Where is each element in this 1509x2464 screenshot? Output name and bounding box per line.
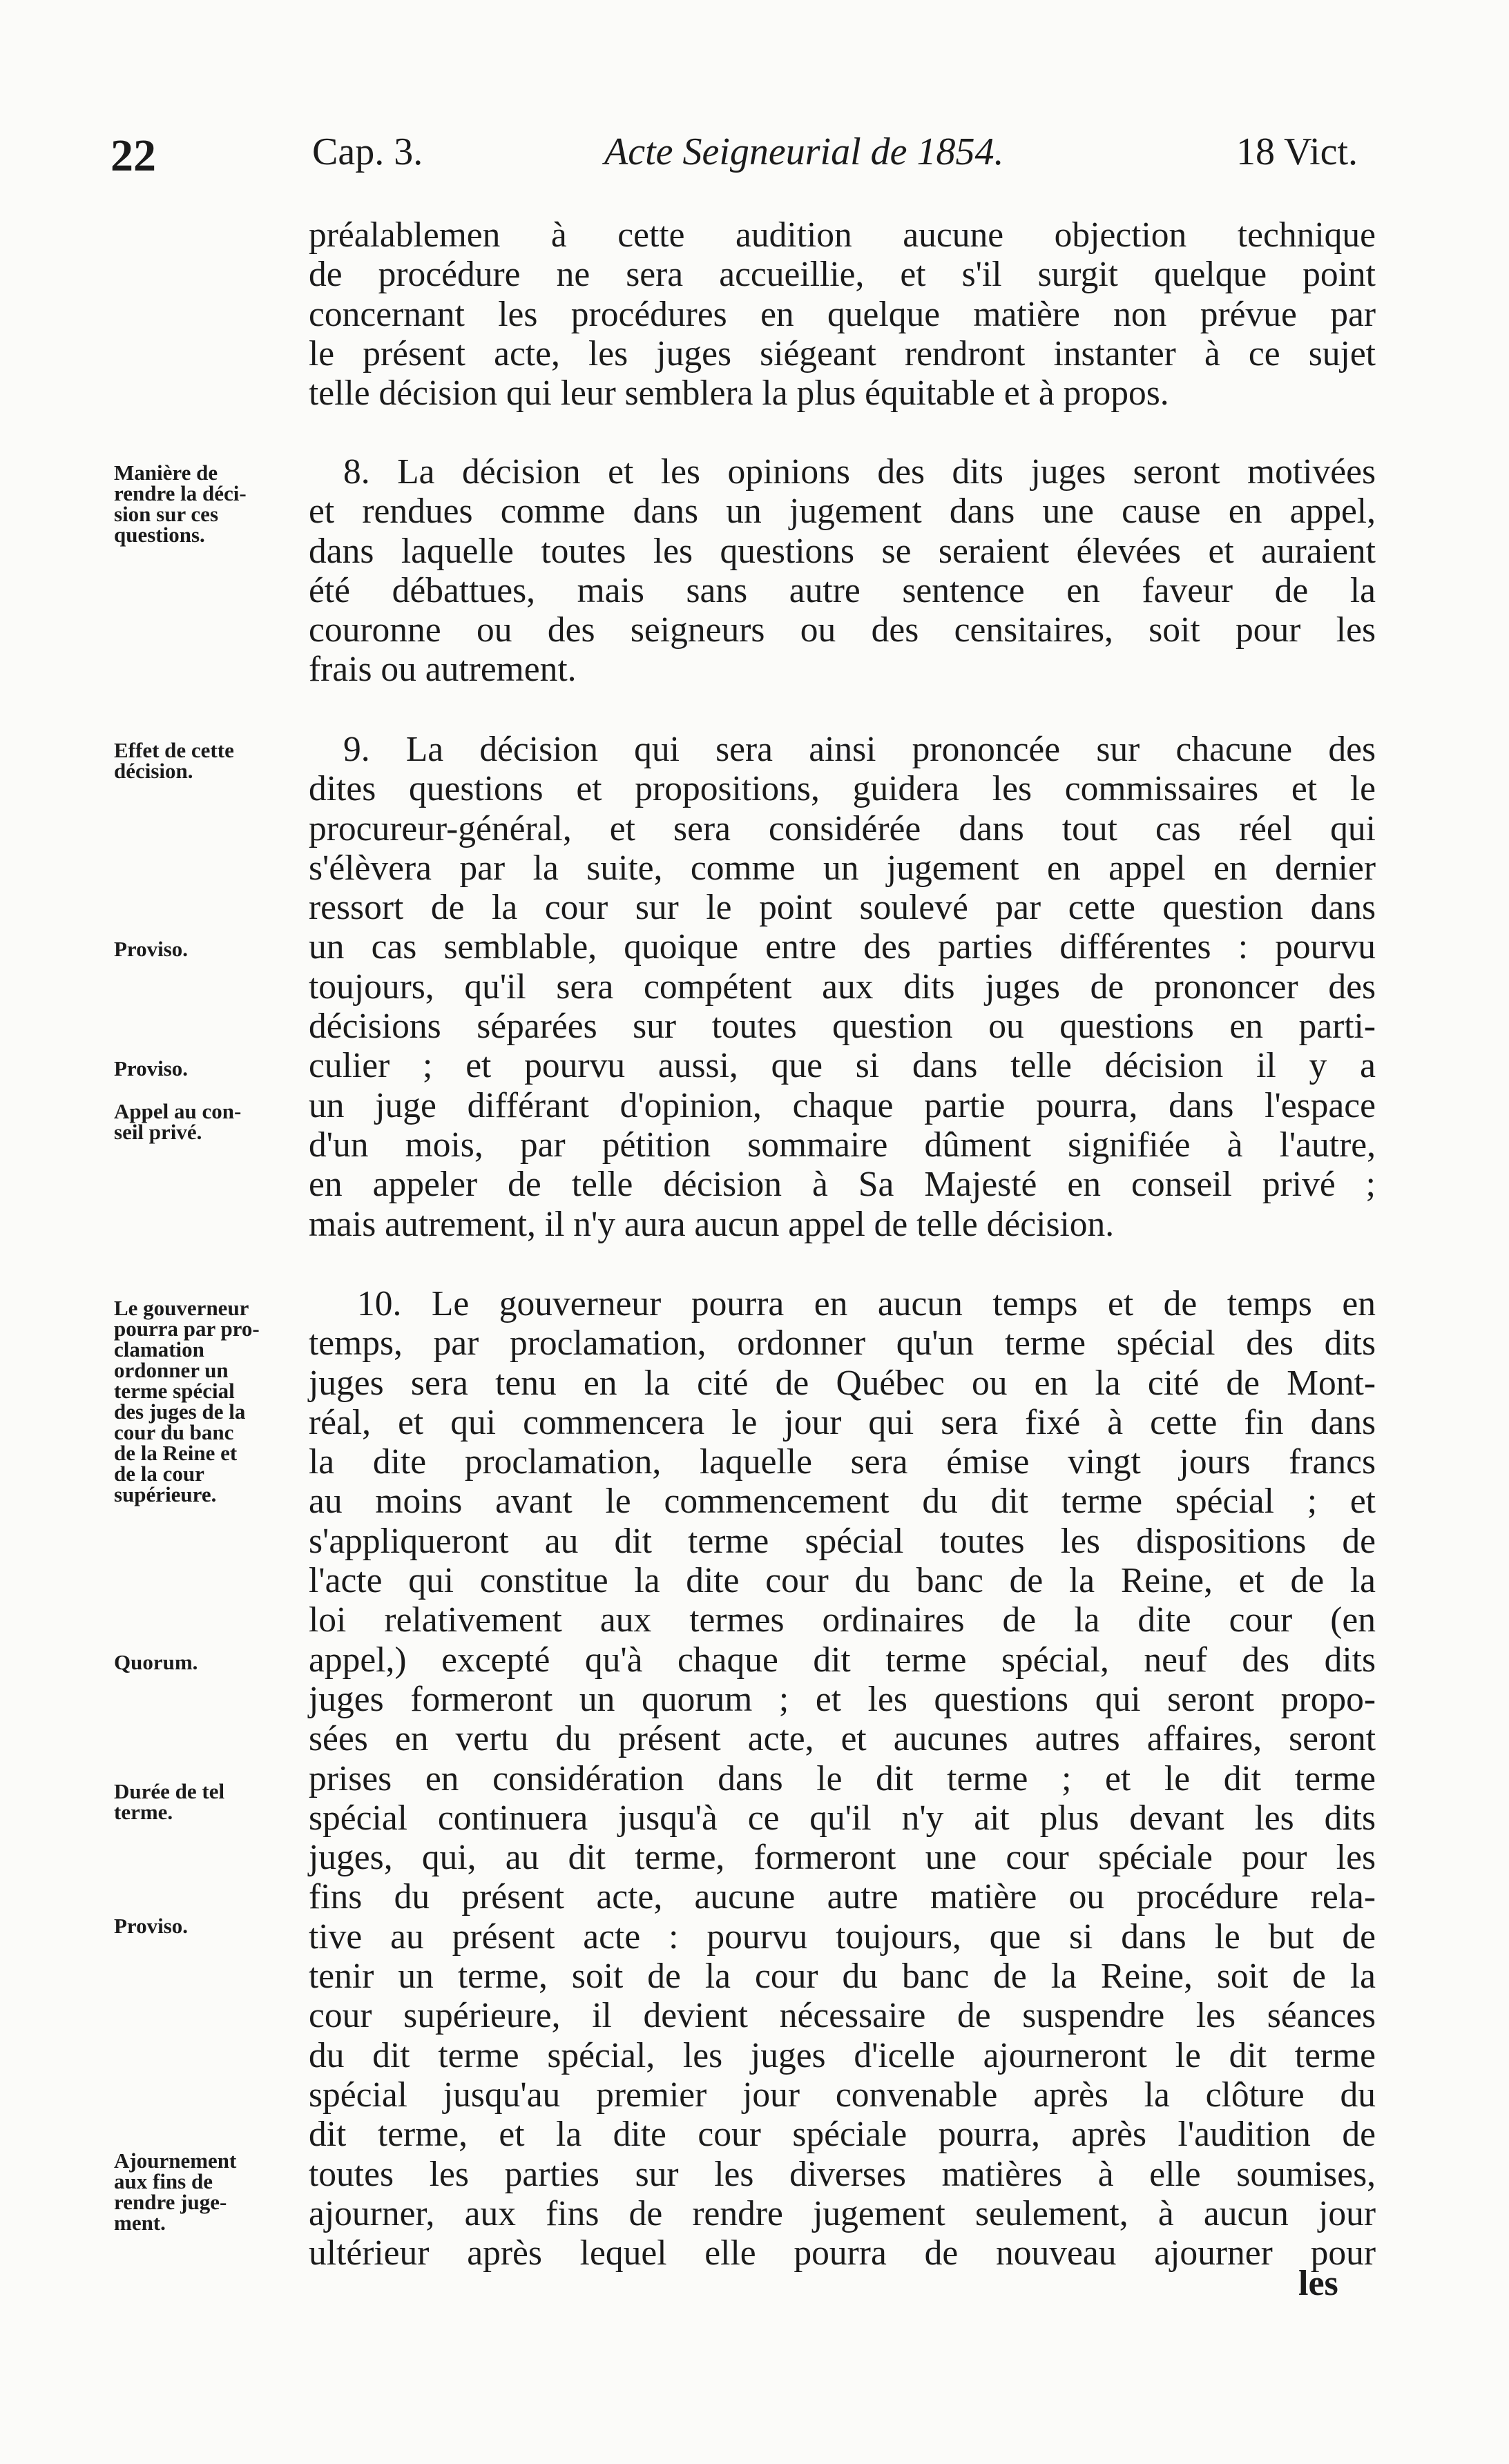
page-number: 22 xyxy=(110,130,156,181)
margin-note-line: ordonner un xyxy=(114,1358,229,1382)
running-header xyxy=(0,130,1509,192)
text-line: juges, qui, au dit terme, formeront une cour spéciale pour les xyxy=(309,1838,1376,1878)
text-line: ressort de la cour sur le point soulevé par cette question dans xyxy=(309,888,1376,928)
text-line: dans laquelle toutes les questions se seraient élevées et auraient xyxy=(309,531,1376,571)
margin-note-line: de la Reine et xyxy=(114,1441,238,1465)
text-line: procureur-général, et sera considérée dans tout cas réel qui xyxy=(309,808,1376,848)
text-line: prises en considération dans le dit terme ; et le dit terme xyxy=(309,1758,1376,1798)
margin-note-line: Le gouverneur xyxy=(114,1296,249,1320)
section-9 xyxy=(309,730,1376,1244)
margin-note-line: seil privé. xyxy=(114,1120,202,1144)
text-line: ajourner, aux fins de rendre jugement seulement, à aucun jour xyxy=(309,2193,1376,2233)
margin-note xyxy=(114,939,287,960)
text-line: la dite proclamation, laquelle sera émise vingt jours francs xyxy=(309,1442,1376,1482)
margin-note xyxy=(114,1101,287,1143)
text-line: tive au présent acte : pourvu toujours, que si dans le but de xyxy=(309,1917,1376,1957)
margin-note-line: aux fins de xyxy=(114,2169,213,2193)
text-line: telle décision qui leur semblera la plus équitable et à propos. xyxy=(309,374,1169,414)
text-line: mais autrement, il n'y aura aucun appel de telle décision. xyxy=(309,1204,1115,1244)
chapter-label: Cap. 3. xyxy=(312,130,423,173)
text-line: d'un mois, par pétition sommaire dûment signifiée à l'autre, xyxy=(309,1125,1376,1165)
text-line: couronne ou des seigneurs ou des censitaires, soit pour les xyxy=(309,610,1376,650)
margin-note-line: Proviso. xyxy=(114,1914,189,1938)
text-line: l'acte qui constitue la dite cour du banc de la Reine, et de la xyxy=(309,1561,1376,1601)
text-line: le présent acte, les juges siégeant rendront instanter à ce sujet xyxy=(309,333,1376,374)
text-line: un juge différant d'opinion, chaque partie pourra, dans l'espace xyxy=(309,1085,1376,1125)
text-line: un cas semblable, quoique entre des parties différentes : pourvu xyxy=(309,927,1376,967)
text-line: appel,) excepté qu'à chaque dit terme spécial, neuf des dits xyxy=(309,1640,1376,1680)
text-line: préalablemen à cette audition aucune objection technique xyxy=(309,215,1376,255)
section-8 xyxy=(309,452,1376,690)
text-line: 9. La décision qui sera ainsi prononcée sur chacune des xyxy=(343,730,1376,769)
margin-note-line: questions. xyxy=(114,523,205,547)
text-line: en appeler de telle décision à Sa Majesté en conseil privé ; xyxy=(309,1165,1376,1205)
catchword: les xyxy=(1298,2264,1338,2303)
margin-note-line: Effet de cette xyxy=(114,738,234,762)
margin-note xyxy=(114,1781,287,1823)
margin-note-line: supérieure. xyxy=(114,1482,217,1506)
margin-note-line: rendre juge- xyxy=(114,2190,227,2214)
text-line: réal, et qui commencera le jour qui sera fixé à cette fin dans xyxy=(309,1402,1376,1442)
margin-note-line: Proviso. xyxy=(114,1056,189,1080)
section-10 xyxy=(309,1284,1376,2273)
margin-note-line: Appel au con- xyxy=(114,1099,242,1123)
text-line: loi relativement aux termes ordinaires de la dite cour (en xyxy=(309,1600,1376,1640)
margin-note-line: pourra par pro- xyxy=(114,1317,260,1341)
margin-note-line: clamation xyxy=(114,1337,204,1361)
margin-note-line: sion sur ces xyxy=(114,502,219,526)
text-line: s'élèvera par la suite, comme un jugement en appel en dernier xyxy=(309,848,1376,888)
margin-note-line: Quorum. xyxy=(114,1650,198,1674)
margin-note-line: terme spécial xyxy=(114,1379,235,1403)
margin-note xyxy=(114,460,287,547)
margin-note-line: cour du banc xyxy=(114,1420,234,1444)
text-line: et rendues comme dans un jugement dans une cause en appel, xyxy=(309,492,1376,532)
text-line: temps, par proclamation, ordonner qu'un terme spécial des dits xyxy=(309,1323,1376,1364)
text-line: juges formeront un quorum ; et les questions qui seront propo- xyxy=(309,1679,1376,1719)
margin-note-line: décision. xyxy=(114,759,193,783)
text-line: frais ou autrement. xyxy=(309,650,577,690)
margin-note-line: ment. xyxy=(114,2211,166,2235)
text-line: juges sera tenu en la cité de Québec ou en la cité de Mont- xyxy=(309,1363,1376,1403)
text-line: spécial jusqu'au premier jour convenable après la clôture du xyxy=(309,2075,1376,2115)
text-line: 8. La décision et les opinions des dits juges seront motivées xyxy=(343,452,1376,492)
text-line: dites questions et propositions, guidera les commissaires et le xyxy=(309,769,1376,809)
text-line: sées en vertu du présent acte, et aucunes autres affaires, seront xyxy=(309,1719,1376,1759)
text-line: au moins avant le commencement du dit terme spécial ; et xyxy=(309,1482,1376,1522)
margin-note xyxy=(114,1652,287,1673)
text-line: ultérieur après lequel elle pourra de nouveau ajourner pour xyxy=(309,2233,1376,2273)
margin-note xyxy=(114,2148,287,2235)
text-line: de procédure ne sera accueillie, et s'il surgit quelque point xyxy=(309,255,1376,295)
margin-note xyxy=(114,1058,287,1079)
text-line: été débattues, mais sans autre sentence en faveur de la xyxy=(309,570,1376,610)
margin-note xyxy=(114,740,287,782)
text-line: spécial continuera jusqu'à ce qu'il n'y ait plus devant les dits xyxy=(309,1798,1376,1838)
text-line: tenir un terme, soit de la cour du banc de la Reine, soit de la xyxy=(309,1957,1376,1997)
text-line: fins du présent acte, aucune autre matière ou procédure rela- xyxy=(309,1877,1376,1917)
margin-note-line: rendre la déci- xyxy=(114,481,247,505)
margin-note xyxy=(114,1298,287,1505)
margin-note-line: Manière de xyxy=(114,460,218,485)
paragraph-continuation xyxy=(309,215,1376,413)
margin-note-line: de la cour xyxy=(114,1462,204,1486)
text-line: cour supérieure, il devient nécessaire de suspendre les séances xyxy=(309,1996,1376,2036)
margin-note-line: Proviso. xyxy=(114,937,189,961)
act-title: Acte Seigneurial de 1854. xyxy=(604,130,1004,173)
margin-note-line: Durée de tel xyxy=(114,1779,225,1803)
margin-note-line: Ajournement xyxy=(114,2148,237,2173)
margin-note-line: des juges de la xyxy=(114,1399,246,1424)
text-line: concernant les procédures en quelque matière non prévue par xyxy=(309,294,1376,334)
margin-note xyxy=(114,1916,287,1937)
text-line: s'appliqueront au dit terme spécial toutes les dispositions de xyxy=(309,1521,1376,1561)
text-line: décisions séparées sur toutes question ou questions en parti- xyxy=(309,1007,1376,1047)
margin-note-line: terme. xyxy=(114,1800,173,1824)
text-line: dit terme, et la dite cour spéciale pourra, après l'audition de xyxy=(309,2115,1376,2155)
text-line: du dit terme spécial, les juges d'icelle ajourneront le dit terme xyxy=(309,2035,1376,2075)
regnal-year: 18 Vict. xyxy=(1236,130,1358,173)
text-line: culier ; et pourvu aussi, que si dans telle décision il y a xyxy=(309,1046,1376,1086)
text-line: toutes les parties sur les diverses matières à elle soumises, xyxy=(309,2154,1376,2194)
text-line: toujours, qu'il sera compétent aux dits juges de prononcer des xyxy=(309,967,1376,1007)
text-line: 10. Le gouverneur pourra en aucun temps et de temps en xyxy=(357,1284,1376,1323)
